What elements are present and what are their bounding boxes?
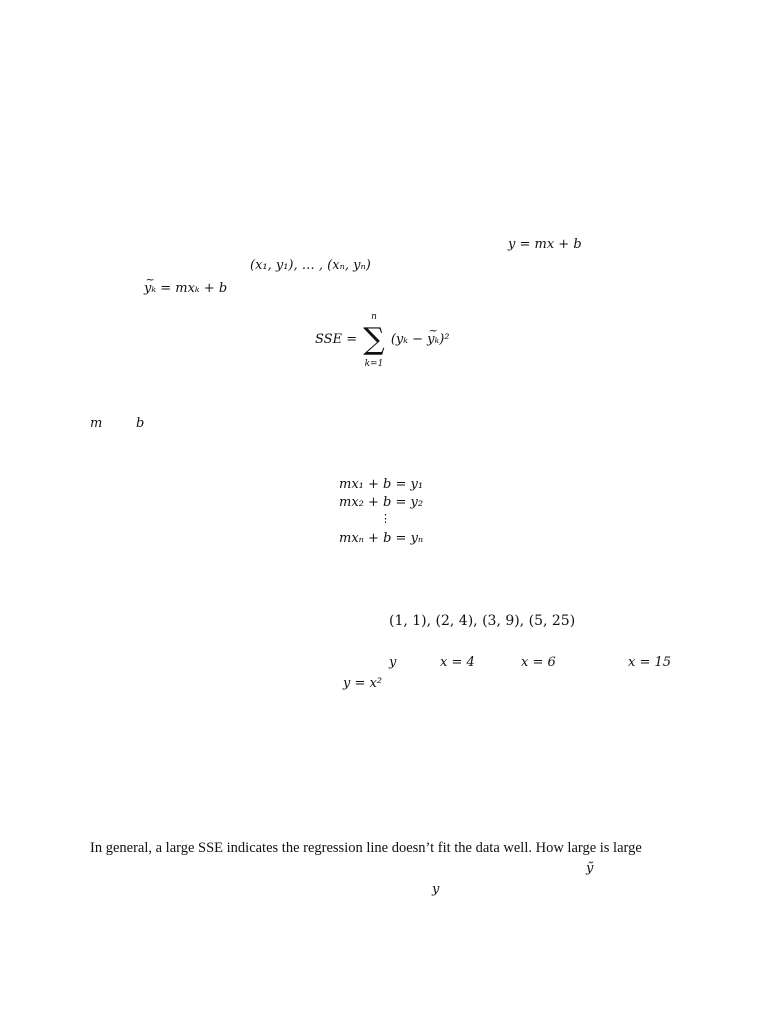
system-eq-n: mxₙ + b = yₙ <box>339 531 424 546</box>
sse-body: (yₖ − <box>390 332 428 347</box>
sample-data-points: (1, 1), (2, 4), (3, 9), (5, 25) <box>389 613 576 629</box>
var-m: m <box>90 416 103 431</box>
sum-upper-limit: n <box>371 312 377 322</box>
y-symbol: y <box>432 882 440 897</box>
system-eq-1: mx₁ + b = y₁ <box>339 477 424 492</box>
inline-y: y <box>389 655 397 670</box>
sse-close: )² <box>439 332 450 347</box>
predicted-y-rhs: = mxₖ + b <box>160 281 228 296</box>
predicted-value-equation <box>144 281 227 296</box>
inline-x-15: x = 15 <box>628 655 672 670</box>
model-equation: y = x² <box>343 676 383 691</box>
sum-lower-limit: k=1 <box>364 359 384 369</box>
predicted-y-symbol: ~ yₖ <box>144 281 156 296</box>
sse-lhs: SSE = <box>315 332 358 347</box>
paragraph-text: In general, a large SSE indicates the regression line doesn’t fit the data well. How large is large <box>90 840 642 856</box>
var-b: b <box>136 416 145 431</box>
summation-symbol: ∑ n k=1 <box>363 322 384 357</box>
line-equation: y = mx + b <box>508 237 582 252</box>
inline-x-4: x = 4 <box>440 655 475 670</box>
tilde-y-symbol: ỹ <box>586 861 594 876</box>
system-eq-2: mx₂ + b = y₂ <box>339 495 424 510</box>
vertical-ellipsis: ⋮ <box>380 512 391 525</box>
inline-x-6: x = 6 <box>521 655 556 670</box>
sse-predicted-y: ~ yₖ <box>427 332 439 347</box>
data-points-notation: (x₁, y₁), … , (xₙ, yₙ) <box>250 258 371 273</box>
sse-formula <box>315 312 450 369</box>
